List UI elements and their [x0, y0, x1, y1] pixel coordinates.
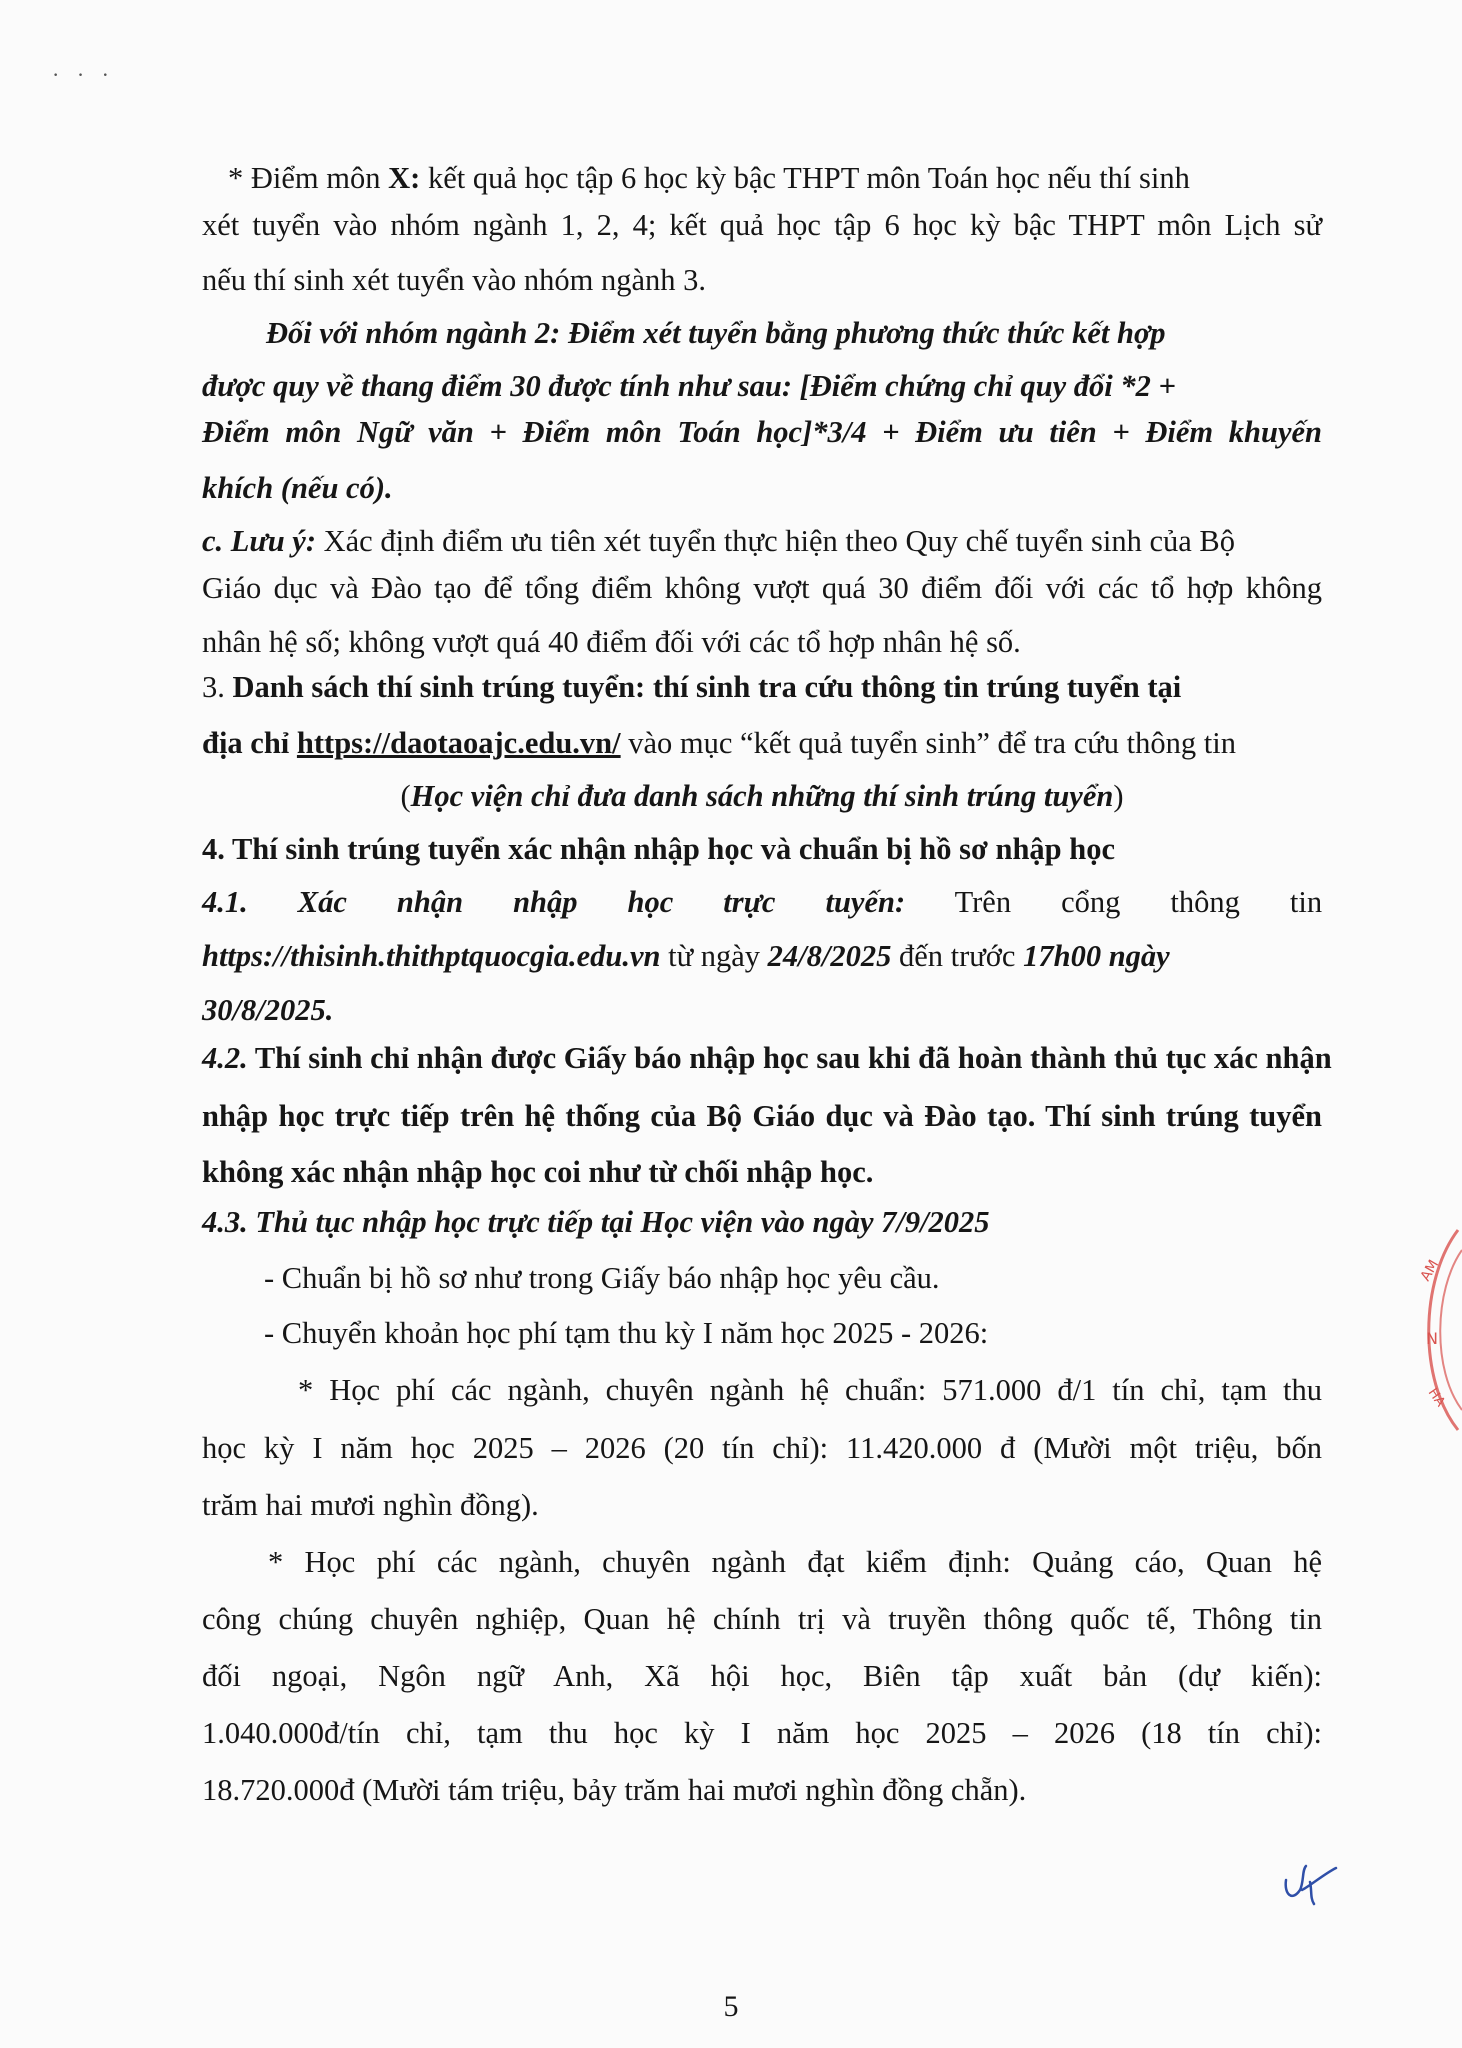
line-24: * Học phí các ngành, chuyên ngành hệ chuẩn: 571.000 đ/1 tín chỉ, tạm thu — [298, 1373, 1322, 1407]
line-6: Điểm môn Ngữ văn + Điểm môn Toán học]*3/4 + Điểm ưu tiên + Điểm khuyến — [202, 415, 1322, 449]
line-23: - Chuyển khoản học phí tạm thu kỳ I năm học 2025 - 2026: — [264, 1316, 989, 1350]
line-26: trăm hai mươi nghìn đồng). — [202, 1488, 539, 1522]
stamp-partial — [1410, 1220, 1462, 1440]
scan-marks: · · · — [52, 62, 115, 87]
line-12: địa chỉ https://daotaoajc.edu.vn/ vào mục “kết quả tuyển sinh” để tra cứu thông tin — [202, 726, 1236, 760]
svg-text:N: N — [1426, 1329, 1438, 1348]
initial-signature — [1280, 1860, 1340, 1908]
line-21: 4.3. Thủ tục nhập học trực tiếp tại Học viện vào ngày 7/9/2025 — [202, 1205, 990, 1239]
line-5: được quy về thang điểm 30 được tính như sau: [Điểm chứng chỉ quy đổi *2 + — [202, 369, 1176, 403]
line-30: 1.040.000đ/tín chỉ, tạm thu học kỳ I năm học 2025 – 2026 (18 tín chỉ): — [202, 1716, 1322, 1750]
svg-text:HA: HA — [1424, 1385, 1448, 1410]
svg-text:AM: AM — [1417, 1257, 1443, 1284]
line-15: 4.1. Xác nhận nhập học trực tuyến: Trên cổng thông tin — [202, 885, 1323, 919]
line-31: 18.720.000đ (Mười tám triệu, bảy trăm hai mươi nghìn đồng chẵn). — [202, 1773, 1027, 1807]
line-27: * Học phí các ngành, chuyên ngành đạt kiểm định: Quảng cáo, Quan hệ — [268, 1545, 1322, 1579]
line-16: https://thisinh.thithptquocgia.edu.vn từ ngày 24/8/2025 đến trước 17h00 ngày — [202, 939, 1170, 973]
line-8: c. Lưu ý: Xác định điểm ưu tiên xét tuyển thực hiện theo Quy chế tuyển sinh của Bộ — [202, 524, 1236, 558]
line-10: nhân hệ số; không vượt quá 40 điểm đối với các tổ hợp nhân hệ số. — [202, 625, 1021, 659]
line-14: 4. Thí sinh trúng tuyển xác nhận nhập học và chuẩn bị hồ sơ nhập học — [202, 832, 1116, 866]
line-11: 3. Danh sách thí sinh trúng tuyển: thí sinh tra cứu thông tin trúng tuyển tại — [202, 670, 1182, 704]
line-13: (Học viện chỉ đưa danh sách những thí sinh trúng tuyển) — [400, 779, 1124, 813]
line-7: khích (nếu có). — [202, 471, 393, 505]
line-25: học kỳ I năm học 2025 – 2026 (20 tín chỉ): 11.420.000 đ (Mười một triệu, bốn — [202, 1431, 1322, 1465]
line-20: không xác nhận nhập học coi như từ chối nhập học. — [202, 1155, 874, 1189]
line-4: Đối với nhóm ngành 2: Điểm xét tuyển bằng phương thức thức kết hợp — [266, 316, 1166, 350]
line-28: công chúng chuyên nghiệp, Quan hệ chính trị và truyền thông quốc tế, Thông tin — [202, 1602, 1322, 1636]
line-1: * Điểm môn X: kết quả học tập 6 học kỳ bậc THPT môn Toán học nếu thí sinh — [228, 161, 1190, 195]
line-3: nếu thí sinh xét tuyển vào nhóm ngành 3. — [202, 263, 707, 297]
line-18: 4.2. Thí sinh chỉ nhận được Giấy báo nhập học sau khi đã hoàn thành thủ tục xác nhận — [202, 1041, 1332, 1075]
line-9: Giáo dục và Đào tạo để tổng điểm không vượt quá 30 điểm đối với các tổ hợp không — [202, 571, 1322, 605]
line-29: đối ngoại, Ngôn ngữ Anh, Xã hội học, Biên tập xuất bản (dự kiến): — [202, 1659, 1322, 1693]
line-2: xét tuyển vào nhóm ngành 1, 2, 4; kết quả học tập 6 học kỳ bậc THPT môn Lịch sử — [202, 208, 1322, 242]
thisinh-link[interactable]: https://thisinh.thithptquocgia.edu.vn — [202, 939, 661, 973]
line-22: - Chuẩn bị hồ sơ như trong Giấy báo nhập học yêu cầu. — [264, 1261, 940, 1295]
page-number: 5 — [723, 1990, 739, 2023]
daotao-link[interactable]: https://daotaoajc.edu.vn/ — [296, 726, 621, 760]
line-19: nhập học trực tiếp trên hệ thống của Bộ Giáo dục và Đào tạo. Thí sinh trúng tuyển — [202, 1099, 1322, 1133]
line-17: 30/8/2025. — [202, 993, 334, 1027]
